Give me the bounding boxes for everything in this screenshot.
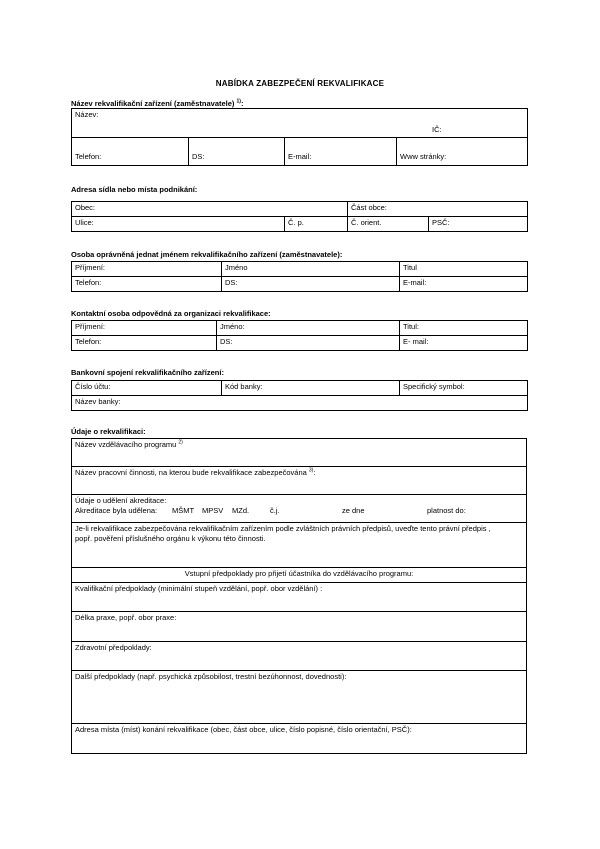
section-heading-retraining: Údaje o rekvalifikaci: (71, 427, 146, 436)
facility-email-field[interactable]: E-mail: (285, 138, 397, 166)
address-cp-field[interactable]: Č. p. (285, 217, 348, 232)
contact-phone-field[interactable]: Telefon: (72, 336, 217, 351)
bank-table (71, 380, 528, 411)
health-requirements-field[interactable]: Zdravotní předpoklady: (72, 642, 527, 671)
section-heading-authorized-person: Osoba oprávněná jednat jménem rekvalifikačního zařízení (zaměstnavatele): (71, 250, 343, 259)
facility-name-label: Název: (75, 110, 99, 119)
retraining-table (71, 438, 527, 754)
bank-name-field[interactable]: Název banky: (72, 396, 528, 411)
practice-length-field[interactable]: Délka praxe, popř. obor praxe: (72, 612, 527, 642)
qualification-requirements-field[interactable]: Kvalifikační předpoklady (minimální stupeň vzdělání, popř. obor vzdělání) : (72, 583, 527, 612)
contact-title-field[interactable]: Titul: (400, 321, 528, 336)
page-title: NABÍDKA ZABEZPEČENÍ REKVALIFIKACE (215, 79, 385, 88)
accreditation-validity-label: platnost do: (427, 506, 466, 515)
bank-code-field[interactable]: Kód banky: (222, 381, 400, 396)
authorized-surname-field[interactable]: Příjmení: (72, 262, 222, 277)
bank-account-field[interactable]: Číslo účtu: (72, 381, 222, 396)
authorized-ds-field[interactable]: DS: (222, 277, 400, 292)
authorized-firstname-field[interactable]: Jméno (222, 262, 400, 277)
work-activity-field[interactable]: Název pracovní činnosti, na kterou bude rekvalifikace zabezpečována $^{3)}$: (72, 467, 527, 495)
bank-specific-symbol-field[interactable]: Specifický symbol: (400, 381, 528, 396)
contact-person-table (71, 320, 528, 351)
section-heading-bank: Bankovní spojení rekvalifikačního zařízení: (71, 368, 224, 377)
accreditation-mzd-option[interactable]: MZd. (232, 506, 250, 515)
section-heading-contact-person: Kontaktní osoba odpovědná za organizaci rekvalifikace: (71, 309, 271, 318)
accreditation-date-label: ze dne (342, 506, 365, 515)
contact-ds-field[interactable]: DS: (217, 336, 400, 351)
address-psc-field[interactable]: PSČ: (429, 217, 528, 232)
contact-surname-field[interactable]: Příjmení: (72, 321, 217, 336)
authorized-email-field[interactable]: E-mail: (400, 277, 528, 292)
facility-phone-field[interactable]: Telefon: (72, 138, 189, 166)
contact-firstname-field[interactable]: Jméno: (217, 321, 400, 336)
facility-www-field[interactable]: Www stránky: (397, 138, 528, 166)
section-heading-facility: Název rekvalifikační zařízení (zaměstnavatele) $^{1)}$: (71, 98, 244, 108)
address-obec-field[interactable]: Obec: (72, 202, 348, 217)
facility-name-field[interactable] (72, 109, 528, 138)
accreditation-cj-label: č.j. (270, 506, 280, 515)
accreditation-granted-label: Akreditace byla udělena: (75, 506, 158, 515)
facility-ds-field[interactable]: DS: (189, 138, 285, 166)
authorized-phone-field[interactable]: Telefon: (72, 277, 222, 292)
facility-ic-label: IČ: (432, 125, 442, 134)
authorized-person-table (71, 261, 528, 292)
accreditation-label: Údaje o udělení akreditace: (75, 496, 167, 505)
legal-basis-field[interactable]: Je-li rekvalifikace zabezpečována rekvalifikačním zařízením podle zvláštních právních předpisů, uveďte tento právní předpis , popř. pověření příslušného orgánu k výkonu této činnosti. (72, 523, 527, 568)
address-co-field[interactable]: Č. orient. (348, 217, 429, 232)
entry-requirements-heading: Vstupní předpoklady pro přijetí účastníka do vzdělávacího programu: (72, 568, 527, 583)
address-table (71, 201, 528, 232)
accreditation-mpsv-option[interactable]: MPSV (202, 506, 224, 515)
accreditation-msmt-option[interactable]: MŠMT (172, 506, 195, 515)
accreditation-field[interactable] (72, 495, 527, 523)
facility-table (71, 108, 528, 166)
contact-email-field[interactable]: E- mail: (400, 336, 528, 351)
authorized-title-field[interactable]: Titul (400, 262, 528, 277)
other-requirements-field[interactable]: Další předpoklady (např. psychická způsobilost, trestní bezúhonnost, dovednosti): (72, 671, 527, 724)
address-cast-obce-field[interactable]: Část obce: (348, 202, 528, 217)
address-ulice-field[interactable]: Ulice: (72, 217, 285, 232)
section-heading-address: Adresa sídla nebo místa podnikání: (71, 185, 198, 194)
venue-address-field[interactable]: Adresa místa (míst) konání rekvalifikace (obec, část obce, ulice, číslo popisné, číslo orientační, PSČ): (72, 724, 527, 754)
program-name-field[interactable]: Název vzdělávacího programu $^{2)}$ (72, 439, 527, 467)
